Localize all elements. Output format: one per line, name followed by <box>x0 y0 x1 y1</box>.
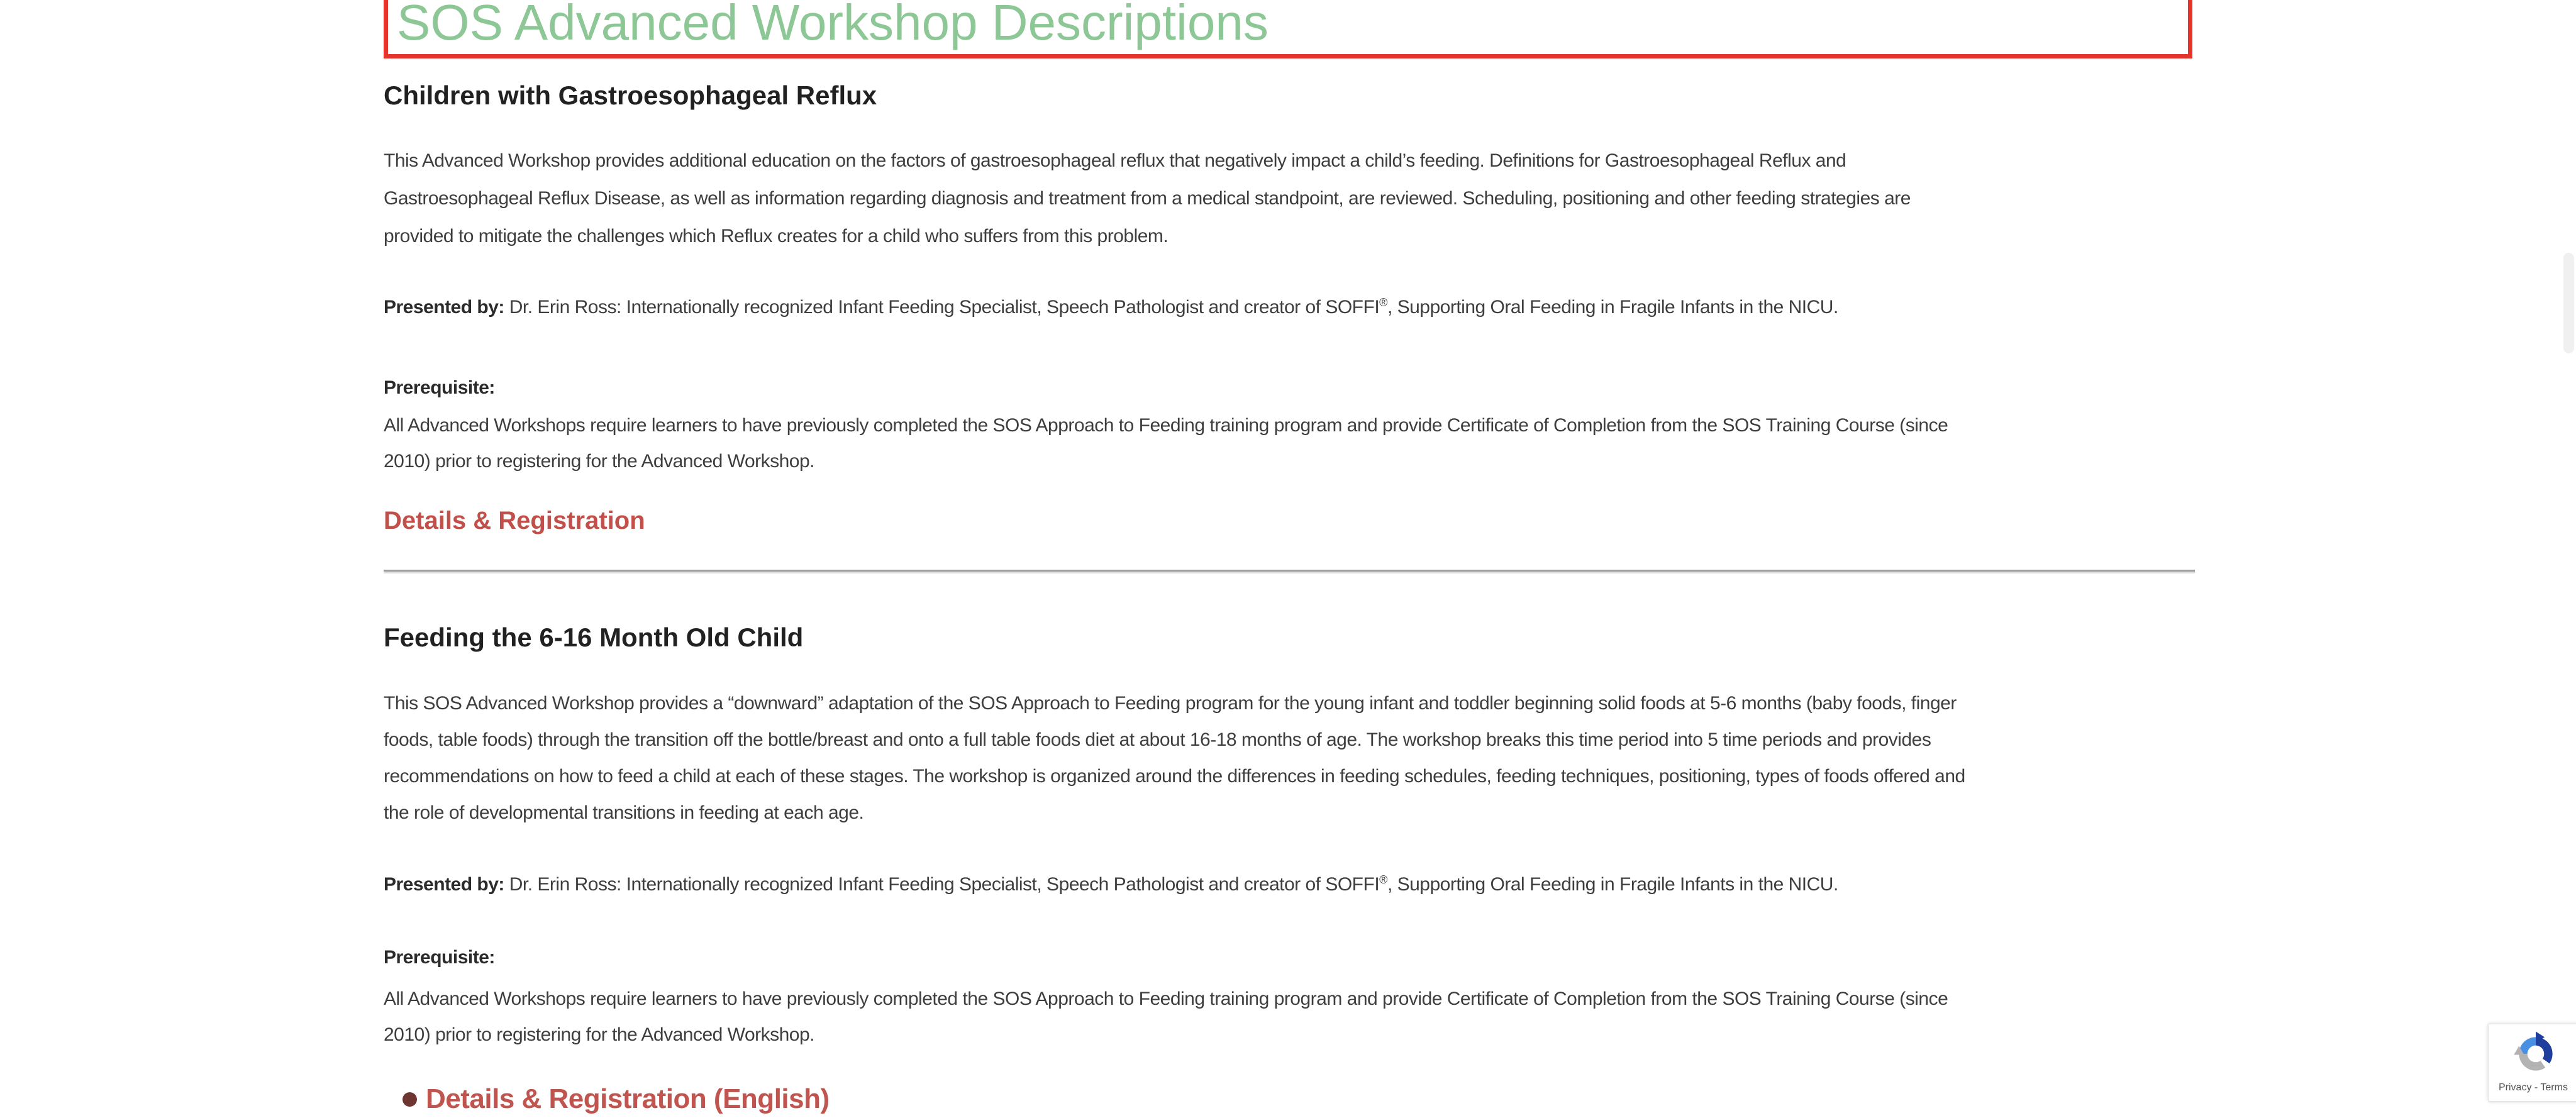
prerequisite-label: Prerequisite: <box>384 377 495 398</box>
presented-by-text-after: , Supporting Oral Feeding in Fragile Infants in the NICU. <box>1387 297 1838 318</box>
presented-by-label: Presented by: <box>384 297 504 318</box>
prerequisite-line: 2010) prior to registering for the Advanced Workshop. <box>384 1024 815 1045</box>
section-1-paragraph <box>384 142 2195 255</box>
vertical-scrollbar-thumb[interactable] <box>2563 253 2574 353</box>
presented-by-label: Presented by: <box>384 874 504 895</box>
prerequisite-text <box>384 981 2195 1053</box>
presented-by-line <box>384 874 2195 895</box>
paragraph-line: Gastroesophageal Reflux Disease, as well as information regarding diagnosis and treatment from a medical standpoint, are reviewed. Scheduling, positioning and other feeding strategies are <box>384 188 1911 209</box>
paragraph-line: This Advanced Workshop provides additional education on the factors of gastroesophageal reflux that negatively impact a child’s feeding. Definitions for Gastroesophageal Reflux and <box>384 150 1846 171</box>
recaptcha-privacy-terms-links[interactable]: Privacy - Terms <box>2499 1082 2568 1093</box>
details-registration-link[interactable]: Details & Registration <box>384 507 645 534</box>
prerequisite-text <box>384 407 2195 479</box>
section-divider <box>384 570 2195 572</box>
section-heading-feeding-6-16-month: Feeding the 6-16 Month Old Child <box>384 623 804 652</box>
presented-by-text: Dr. Erin Ross: Internationally recognized Infant Feeding Specialist, Speech Pathologist and creator of SOFFI <box>504 297 1380 318</box>
prerequisite-line: All Advanced Workshops require learners to have previously completed the SOS Approach to Feeding training program and provide Certificate of Completion from the SOS Training Course (since <box>384 988 1948 1009</box>
paragraph-line: provided to mitigate the challenges which Reflux creates for a child who suffers from this problem. <box>384 226 1169 246</box>
prerequisite-line: All Advanced Workshops require learners to have previously completed the SOS Approach to Feeding training program and provide Certificate of Completion from the SOS Training Course (since <box>384 415 1948 436</box>
prerequisite-label: Prerequisite: <box>384 947 495 968</box>
presented-by-text-after: , Supporting Oral Feeding in Fragile Infants in the NICU. <box>1387 874 1838 895</box>
page-title: SOS Advanced Workshop Descriptions <box>397 0 1269 50</box>
paragraph-line: the role of developmental transitions in feeding at each age. <box>384 802 864 823</box>
recaptcha-icon <box>2512 1031 2559 1077</box>
presented-by-text: Dr. Erin Ross: Internationally recognized Infant Feeding Specialist, Speech Pathologist and creator of SOFFI <box>504 874 1380 895</box>
registered-trademark-symbol: ® <box>1379 873 1387 886</box>
registered-trademark-symbol: ® <box>1379 296 1387 309</box>
section-heading-gastroesophageal-reflux: Children with Gastroesophageal Reflux <box>384 80 877 110</box>
details-registration-english-link[interactable]: Details & Registration (English) <box>426 1083 830 1114</box>
page-title-banner <box>384 0 2192 58</box>
paragraph-line: foods, table foods) through the transition off the bottle/breast and onto a full table foods diet at about 16-18 months of age. The workshop breaks this time period into 5 time periods and provides <box>384 729 1931 750</box>
list-bullet-icon <box>402 1092 417 1107</box>
prerequisite-line: 2010) prior to registering for the Advanced Workshop. <box>384 451 815 472</box>
presented-by-line <box>384 297 2195 318</box>
section-2-paragraph <box>384 685 2195 831</box>
recaptcha-badge <box>2488 1024 2576 1102</box>
details-registration-english-item[interactable] <box>402 1076 830 1118</box>
paragraph-line: recommendations on how to feed a child at each of these stages. The workshop is organized around the differences in feeding schedules, feeding techniques, positioning, types of foods offered and <box>384 766 1965 787</box>
paragraph-line: This SOS Advanced Workshop provides a “downward” adaptation of the SOS Approach to Feeding program for the young infant and toddler beginning solid foods at 5-6 months (baby foods, finger <box>384 693 1957 714</box>
